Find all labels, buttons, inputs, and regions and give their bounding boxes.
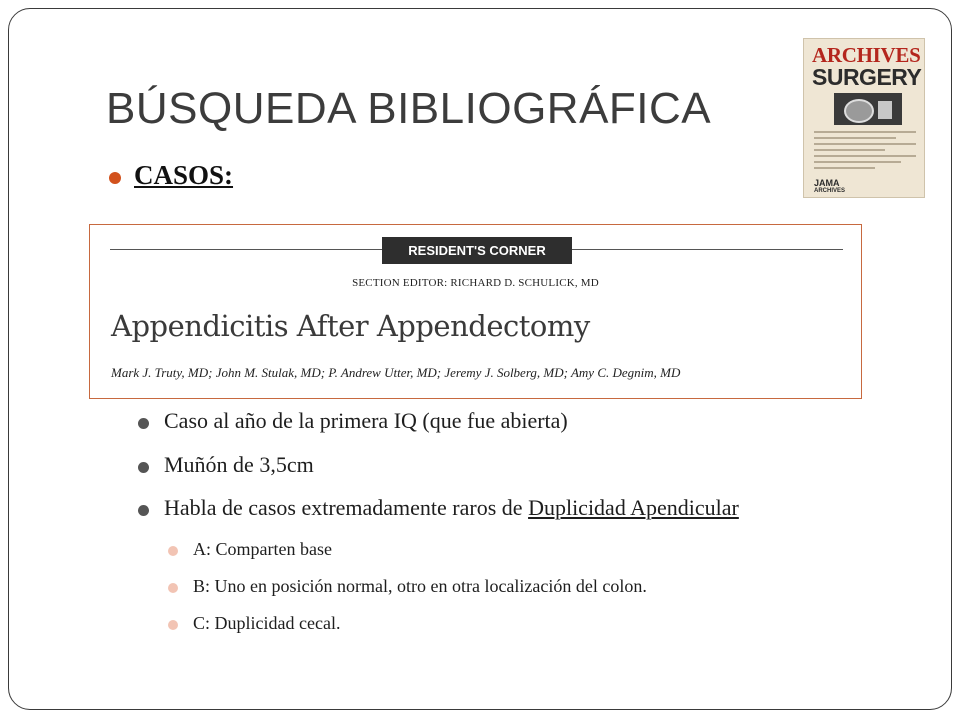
journal-cover-image bbox=[803, 38, 925, 198]
column-banner: RESIDENT'S CORNER bbox=[382, 237, 572, 264]
sub-bullet-item bbox=[193, 576, 647, 597]
bullet-dot bbox=[138, 418, 149, 429]
sub-bullet-text: B: Uno en posición normal, otro en otra localización del colon. bbox=[193, 576, 647, 596]
bullet-item bbox=[164, 495, 739, 521]
section-label: CASOS: bbox=[134, 160, 234, 190]
slide-title: BÚSQUEDA BIBLIOGRÁFICA bbox=[106, 84, 712, 133]
sub-bullet-dot bbox=[168, 620, 178, 630]
article-authors: Mark J. Truty, MD; John M. Stulak, MD; P. Andrew Utter, MD; Jeremy J. Solberg, MD; Amy C. Degnim, MD bbox=[111, 365, 681, 380]
sub-bullet-dot bbox=[168, 583, 178, 593]
bullet-text: Muñón de 3,5cm bbox=[164, 452, 314, 477]
bullet-item bbox=[164, 408, 568, 434]
bullet-underlined-term: Duplicidad Apendicular bbox=[528, 495, 739, 520]
bullet-text: Habla de casos extremadamente raros de bbox=[164, 495, 529, 520]
sub-bullet-item bbox=[193, 613, 340, 634]
sub-bullet-text: C: Duplicidad cecal. bbox=[193, 613, 341, 633]
cover-brand-line-1: ARCHIVES bbox=[812, 43, 921, 67]
article-header-image bbox=[89, 224, 862, 399]
bullet-item bbox=[164, 452, 314, 478]
cover-photo bbox=[834, 93, 902, 125]
bullet-text: Caso al año de la primera IQ (que fue abierta) bbox=[164, 408, 568, 433]
cover-text-lines bbox=[814, 131, 916, 173]
cover-publisher-1: JAMA bbox=[814, 178, 840, 188]
cover-publisher-logo bbox=[814, 179, 845, 195]
section-editor: SECTION EDITOR: RICHARD D. SCHULICK, MD bbox=[352, 277, 599, 289]
cover-brand-line-2: SURGERY bbox=[812, 64, 922, 90]
sub-bullet-dot bbox=[168, 546, 178, 556]
article-title: Appendicitis After Appendectomy bbox=[111, 309, 590, 343]
cover-publisher-2: ARCHIVES bbox=[814, 188, 846, 194]
sub-bullet-item bbox=[193, 539, 332, 560]
bullet-dot bbox=[138, 462, 149, 473]
sub-bullet-text: A: Comparten base bbox=[193, 539, 332, 559]
section-bullet-dot bbox=[109, 172, 121, 184]
bullet-dot bbox=[138, 505, 149, 516]
